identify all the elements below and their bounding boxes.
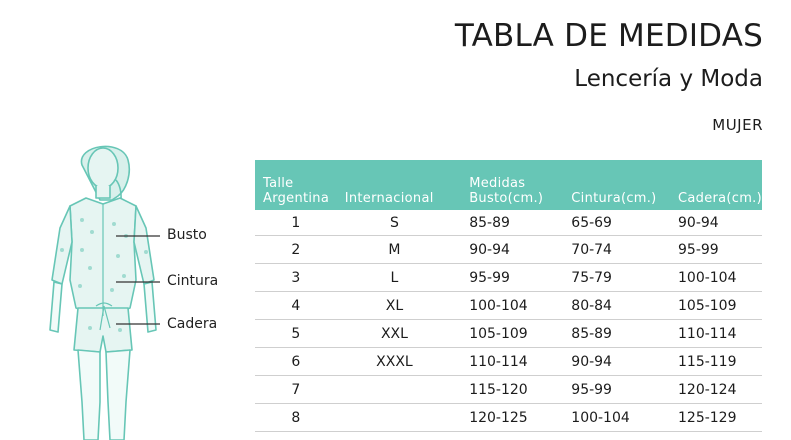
header-cadera: Cadera(cm.) xyxy=(666,160,762,210)
neck xyxy=(96,186,110,198)
cell-cadera: 95-99 xyxy=(666,236,762,264)
header-internacional: Internacional xyxy=(337,160,453,210)
right-leg xyxy=(106,350,130,440)
cell-talle: 8 xyxy=(255,404,337,432)
cell-internacional xyxy=(337,376,453,404)
cell-talle: 5 xyxy=(255,320,337,348)
cell-busto: 95-99 xyxy=(452,264,557,292)
table-row xyxy=(255,210,762,236)
table-row xyxy=(255,292,762,320)
page-title: TABLA DE MEDIDAS xyxy=(454,18,763,54)
cell-cintura: 75-79 xyxy=(557,264,666,292)
left-leg xyxy=(78,350,100,440)
left-arm xyxy=(50,282,62,332)
cell-cadera: 100-104 xyxy=(666,264,762,292)
cell-cadera: 105-109 xyxy=(666,292,762,320)
cell-talle: 4 xyxy=(255,292,337,320)
cell-internacional: XXL xyxy=(337,320,453,348)
cell-internacional: L xyxy=(337,264,453,292)
cell-busto: 110-114 xyxy=(452,348,557,376)
cadera-label: Cadera xyxy=(167,316,218,332)
busto-label: Busto xyxy=(167,227,207,243)
cell-busto: 115-120 xyxy=(452,376,557,404)
table-row xyxy=(255,404,762,432)
cell-busto: 120-125 xyxy=(452,404,557,432)
cell-talle: 2 xyxy=(255,236,337,264)
size-table xyxy=(255,160,762,432)
table-row xyxy=(255,376,762,404)
table-row xyxy=(255,348,762,376)
cell-cintura: 85-89 xyxy=(557,320,666,348)
table-row xyxy=(255,264,762,292)
cell-cintura: 70-74 xyxy=(557,236,666,264)
cell-cintura: 80-84 xyxy=(557,292,666,320)
cell-cintura: 90-94 xyxy=(557,348,666,376)
table-row xyxy=(255,236,762,264)
table-header-row xyxy=(255,160,762,210)
cell-busto: 90-94 xyxy=(452,236,557,264)
cell-cintura: 95-99 xyxy=(557,376,666,404)
cell-cintura: 100-104 xyxy=(557,404,666,432)
head xyxy=(88,148,118,188)
left-sleeve xyxy=(52,206,72,284)
cell-internacional: M xyxy=(337,236,453,264)
cell-busto: 100-104 xyxy=(452,292,557,320)
cell-talle: 7 xyxy=(255,376,337,404)
cell-busto: 85-89 xyxy=(452,210,557,236)
gender-label: MUJER xyxy=(712,116,763,134)
cell-cadera: 110-114 xyxy=(666,320,762,348)
cell-internacional: S xyxy=(337,210,453,236)
header-busto: Medidas Busto(cm.) xyxy=(452,160,557,210)
cell-internacional xyxy=(337,404,453,432)
cell-talle: 1 xyxy=(255,210,337,236)
cell-cadera: 120-124 xyxy=(666,376,762,404)
page-subtitle: Lencería y Moda xyxy=(574,66,763,92)
cell-cadera: 115-119 xyxy=(666,348,762,376)
woman-figure-illustration xyxy=(30,140,230,440)
cell-internacional: XXXL xyxy=(337,348,453,376)
header-talle: Talle Argentina xyxy=(255,160,337,210)
cell-busto: 105-109 xyxy=(452,320,557,348)
table-row xyxy=(255,320,762,348)
cell-cadera: 90-94 xyxy=(666,210,762,236)
header-cintura: Cintura(cm.) xyxy=(557,160,666,210)
cell-talle: 6 xyxy=(255,348,337,376)
cell-internacional: XL xyxy=(337,292,453,320)
cell-talle: 3 xyxy=(255,264,337,292)
right-sleeve xyxy=(134,206,154,284)
cell-cadera: 125-129 xyxy=(666,404,762,432)
cell-cintura: 65-69 xyxy=(557,210,666,236)
cintura-label: Cintura xyxy=(167,273,219,289)
